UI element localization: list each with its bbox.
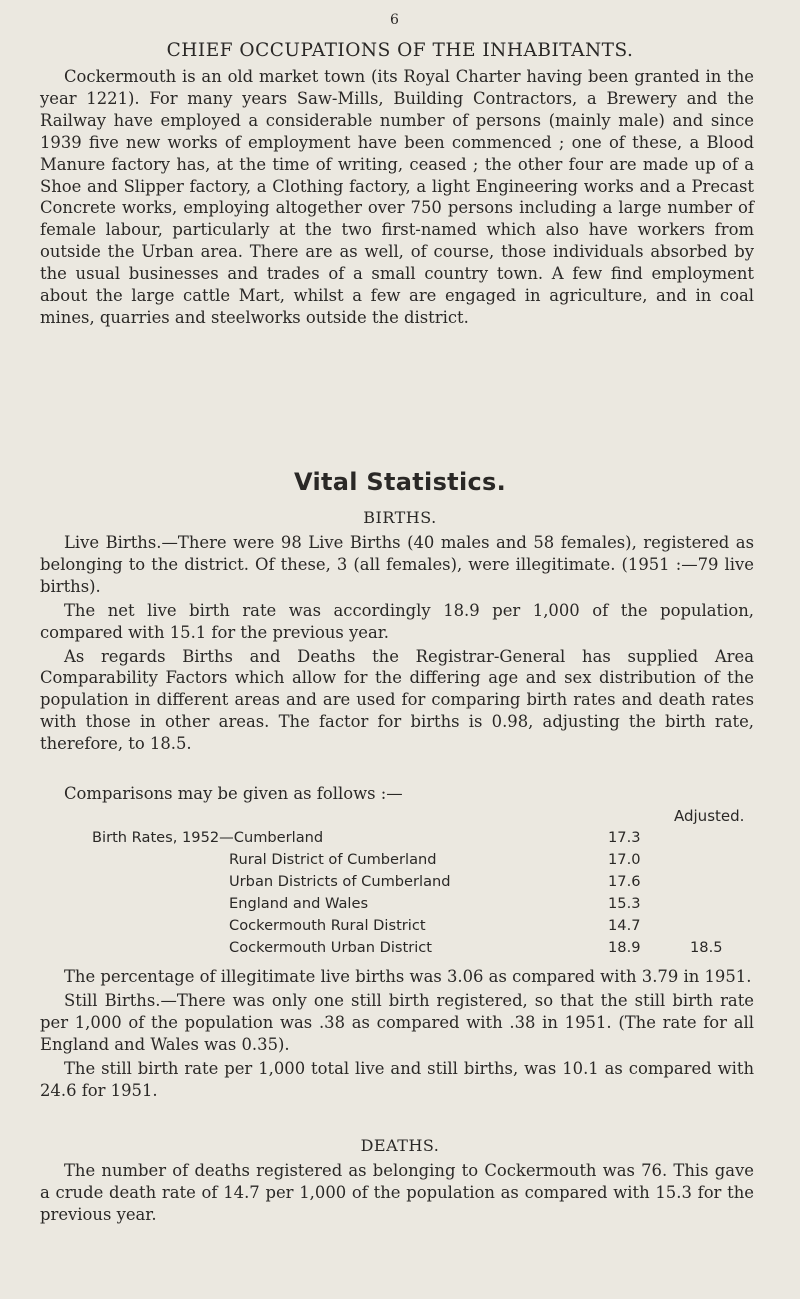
rate-label: Cockermouth Urban District <box>229 939 432 956</box>
births-heading: BIRTHS. <box>363 508 437 527</box>
births-followup-section <box>40 966 754 1103</box>
deaths-heading: DEATHS. <box>360 1136 440 1155</box>
rate-value: 17.0 <box>608 851 641 868</box>
rate-label: Cockermouth Rural District <box>229 917 426 934</box>
comparisons-intro: Comparisons may be given as follows :— <box>64 784 403 803</box>
births-paragraph: As regards Births and Deaths the Registrar-General has supplied Area Comparability Factors which allow for the differing age and sex distribution of the population in different areas and are used for comparing birth rates and death rates with those in other areas. The factor for births is 0.98, adjusting the birth rate, therefore, to 18.5. <box>40 646 754 754</box>
rate-label: England and Wales <box>229 895 369 912</box>
vital-statistics-title: Vital Statistics. <box>294 468 506 496</box>
births-section <box>40 532 754 757</box>
table-row <box>0 917 800 938</box>
table-row <box>0 895 800 916</box>
table-row <box>0 873 800 894</box>
section-heading-occupations: CHIEF OCCUPATIONS OF THE INHABITANTS. <box>166 40 634 61</box>
births-followup-paragraph: The percentage of illegitimate live births was 3.06 as compared with 3.79 in 1951. <box>64 967 752 986</box>
table-row <box>0 939 800 960</box>
deaths-paragraph: The number of deaths registered as belonging to Cockermouth was 76. This gave a crude death rate of 14.7 per 1,000 of the population as compared with 15.3 for the previous year. <box>40 1161 754 1224</box>
still-births-paragraph: Still Births.—There was only one still birth registered, so that the still birth rate per 1,000 of the population was .38 as compared with .38 in 1951. (The rate for all England and Wales was 0.35). <box>40 990 754 1054</box>
rate-value: 14.7 <box>608 917 641 934</box>
rate-value: 17.6 <box>608 873 641 890</box>
rate-label: Rural District of Cumberland <box>229 851 437 868</box>
occupations-paragraph: Cockermouth is an old market town (its Royal Charter having been granted in the year 1221). For many years Saw-Mills, Building Contractors, a Brewery and the Railway have employed a considerable number of persons (mainly male) and since 1939 five new works of employment have been commenced ; one of these, a Blood Manure factory has, at the time of writing, ceased ; the other four are made up of a Shoe and Slipper factory, a Clothing factory, a light Engineering works and a Precast Concrete works, employing altogether over 750 persons including a large number of female labour, particularly at the two first-named which also have workers from outside the Urban area. There are as well, of course, those individuals absorbed by the usual businesses and trades of a small country town. A few find employment about the large cattle Mart, whilst a few are engaged in agriculture, and in coal mines, quarries and steelworks outside the district. <box>40 67 754 327</box>
page-number: 6 <box>390 12 399 28</box>
rate-value: 17.3 <box>608 829 641 846</box>
occupations-section <box>40 66 754 329</box>
table-row <box>0 851 800 872</box>
rate-value: 18.9 <box>608 939 641 956</box>
adjusted-column-header: Adjusted. <box>674 807 745 825</box>
births-paragraph: The net live birth rate was accordingly 18.9 per 1,000 of the population, compared with 15.1 for the previous year. <box>40 600 754 642</box>
rate-label: Urban Districts of Cumberland <box>229 873 451 890</box>
rate-adjusted: 18.5 <box>690 939 723 956</box>
rate-label: Birth Rates, 1952—Cumberland <box>92 829 324 846</box>
births-paragraph: Live Births.—There were 98 Live Births (40 males and 58 females), registered as belonging to the district. Of these, 3 (all females), were illegitimate. (1951 :—79 live births). <box>40 533 754 596</box>
table-row <box>0 829 800 850</box>
rate-value: 15.3 <box>608 895 641 912</box>
deaths-section <box>40 1160 754 1226</box>
still-births-rate-paragraph: The still birth rate per 1,000 total live and still births, was 10.1 as compared with 24.6 for 1951. <box>40 1058 754 1100</box>
